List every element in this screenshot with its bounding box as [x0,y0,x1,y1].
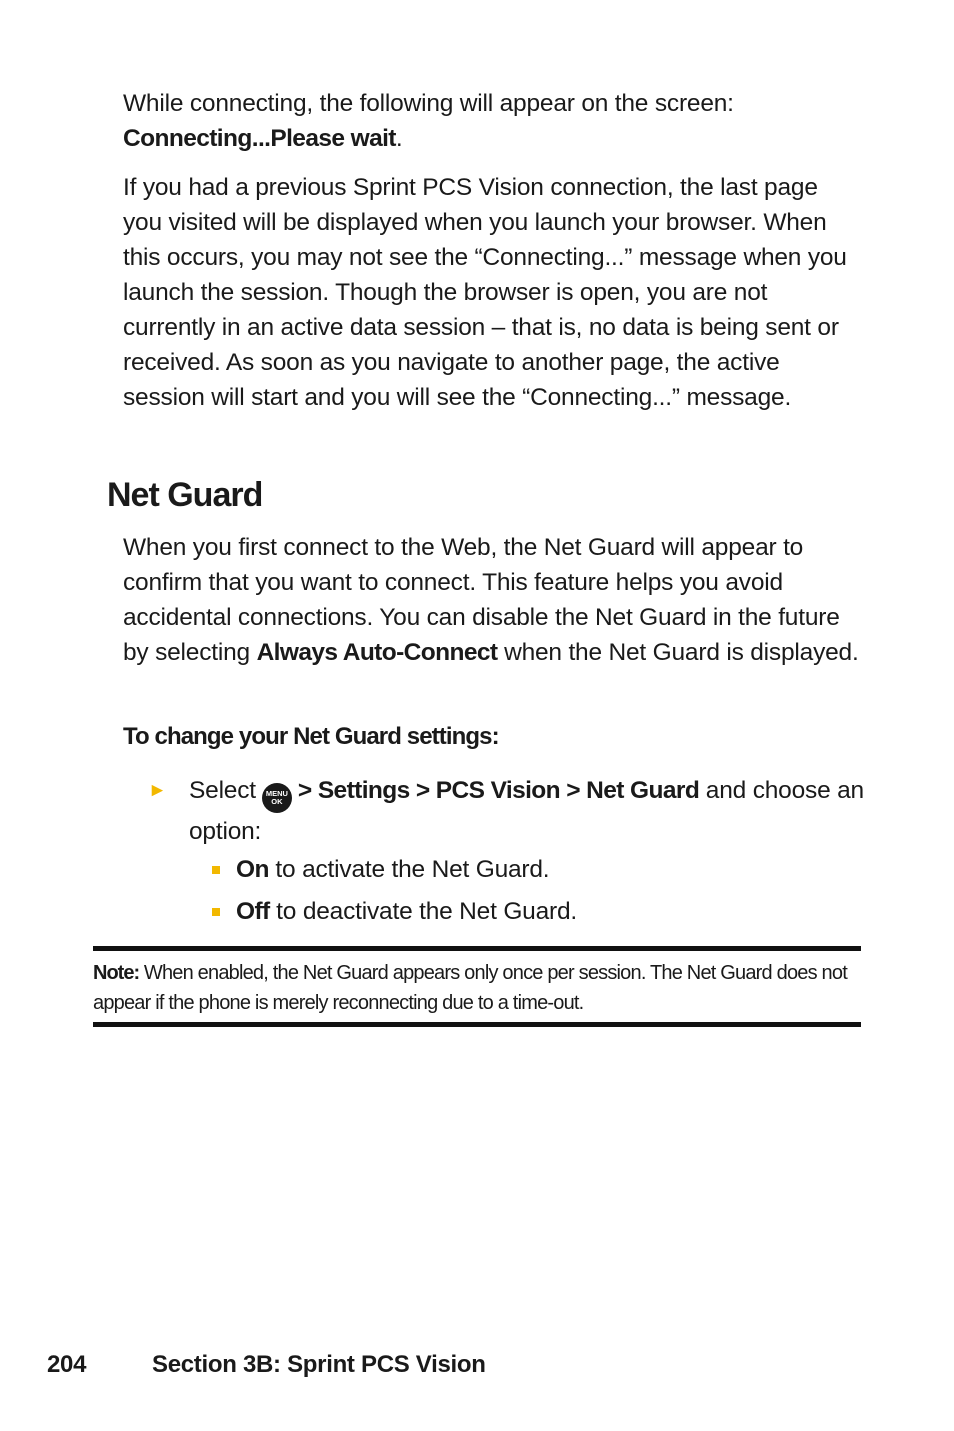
connecting-intro-text: While connecting, the following will appear on the screen: [123,90,734,117]
option-item-on [212,853,549,887]
net-guard-text-after: when the Net Guard is displayed. [497,639,859,666]
menu-key-label: MENU [265,789,288,798]
net-guard-paragraph [123,530,863,670]
connecting-paragraph [123,86,863,156]
section-heading: Net Guard [107,476,263,514]
note-body: When enabled, the Net Guard appears only once per session. The Net Guard does not appear if the phone is merely reconnecting due to a time-out. [93,962,847,1014]
note-label: Note: [93,962,140,984]
menu-path: > Settings > PCS Vision > Net Guard [297,777,700,804]
bullet-square-icon [212,908,220,916]
menu-ok-key-icon [262,783,292,813]
note-box [93,946,861,1027]
always-auto-connect-option: Always Auto-Connect [256,639,498,666]
step-text [189,772,868,851]
bullet-square-icon [212,866,220,874]
option-label: On [236,856,269,883]
note-text [93,958,861,1018]
option-description: to deactivate the Net Guard. [269,898,578,925]
page-number: 204 [47,1351,87,1378]
procedure-title: To change your Net Guard settings: [123,723,499,750]
step-text-after: and choose an option: [189,777,864,845]
option-label: Off [236,898,270,925]
ok-key-label: OK [271,797,283,806]
page-footer [47,1348,486,1382]
previous-connection-paragraph: If you had a previous Sprint PCS Vision connection, the last page you visited will be displayed when you launch your browser. When this occurs, you may not see the “Connecting...” message when you launch the session. Though the browser is open, you are not currently in an active data session – that is, no data is being sent or received. As soon as you navigate to another page, the active session will start and you will see the “Connecting...” message. [123,174,847,411]
procedure-step [148,772,868,851]
connecting-period: . [395,125,403,152]
option-item-off [212,895,577,929]
net-guard-text-before: When you first connect to the Web, the Net Guard will appear to confirm that you want to connect. This feature helps you avoid accidental connections. You can disable the Net Guard in the future by selecting [123,534,840,666]
section-title: Section 3B: Sprint PCS Vision [152,1351,486,1378]
step-arrow-icon: ► [148,780,167,801]
connecting-message: Connecting...Please wait [123,125,396,152]
step-select-word: Select [189,777,256,804]
option-description: to activate the Net Guard. [268,856,550,883]
